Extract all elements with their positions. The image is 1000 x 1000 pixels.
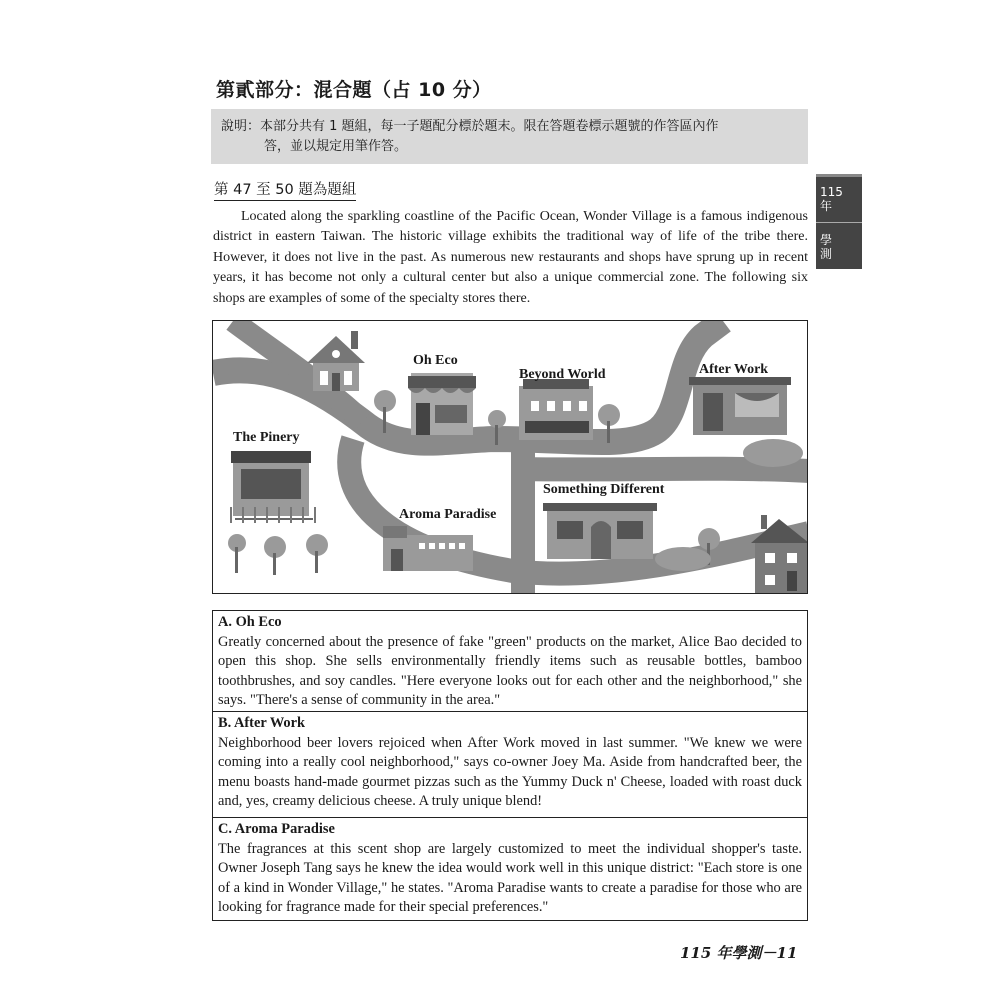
shop-text: The fragrances at this scent shop are largely customized to meet the individual shopper's taste. Owner Joseph Tang says he knew the idea would work well in this unique district: "Each store is one of a kind in Wonder Village," he states. "Aroma Paradise wants to create a paradise for those who are looking for fragrance made for their special preferences." — [218, 840, 802, 916]
shop-text: Neighborhood beer lovers rejoiced when After Work moved in last summer. "We knew we were coming into a really cool neighborhood," says co-owner Joey Ma. Aside from handcrafted beer, the menu boasts hand-made gourmet pizzas such as the Yummy Duck n' Cheese, loaded with roast duck and, yes, creamy delicious cheese. A truly unique blend! — [218, 734, 802, 810]
side-tab-year-char: 年 — [820, 199, 833, 213]
page-footer: 115 年學測－11 — [680, 944, 798, 962]
right-road — [523, 469, 808, 471]
shop-description-aroma-paradise — [212, 817, 808, 921]
side-tab-subject-1: 學 — [820, 233, 833, 247]
instruction-box — [211, 109, 808, 164]
shop-description-oh-eco — [212, 610, 808, 712]
side-tab-year: 115 — [820, 185, 843, 199]
side-tab — [816, 174, 862, 269]
map-label-after-work: After Work — [699, 362, 769, 377]
village-map — [212, 320, 808, 594]
side-tab-subject-2: 測 — [820, 247, 833, 261]
shop-the-pinery-building — [231, 451, 315, 523]
map-label-aroma-paradise: Aroma Paradise — [399, 507, 497, 522]
map-label-the-pinery: The Pinery — [233, 430, 300, 445]
map-label-beyond-world: Beyond World — [519, 367, 606, 382]
shop-heading: A. Oh Eco — [218, 614, 282, 630]
house-top-left — [307, 331, 365, 391]
section-title: 第貳部分：混合題（占 10 分） — [216, 79, 492, 101]
shop-beyond-world-building — [519, 379, 593, 440]
shop-heading: C. Aroma Paradise — [218, 821, 335, 837]
question-group-title: 第 47 至 50 題為題組 — [214, 178, 356, 201]
side-tab-divider — [816, 222, 862, 223]
map-label-oh-eco: Oh Eco — [413, 353, 458, 368]
shop-oh-eco-building — [408, 373, 476, 435]
reading-passage: Located along the sparkling coastline of the Pacific Ocean, Wonder Village is a famous indigenous district in eastern Taiwan. The historic village exhibits the traditional way of life of the tribe there. However, it does not live in the past. As numerous new restaurants and shops have sprung up in recent years, it has become not only a cultural center but also a unique commercial zone. The following six shops are examples of some of the specialty stores there. — [213, 209, 808, 306]
instruction-line-2: 答，並以規定用筆作答。 — [264, 139, 408, 154]
shop-after-work-building — [689, 377, 791, 435]
shop-something-different-building — [543, 503, 657, 559]
shop-description-after-work — [212, 711, 808, 818]
shop-text: Greatly concerned about the presence of fake "green" products on the market, Alice Bao decided to open this shop. She sells environmentally friendly items such as reusable bottles, bamboo toothbrushes, and soy candles. "Here everyone looks out for each other and the neighborhood," she says. "There's a sense of community in the area." — [218, 633, 802, 709]
shop-heading: B. After Work — [218, 715, 306, 731]
instruction-line-1: 說明：本部分共有 1 題組，每一子題配分標於題末。限在答題卷標示題號的作答區內作 — [221, 119, 719, 134]
map-label-something-different: Something Different — [543, 482, 665, 497]
shop-aroma-paradise-building — [383, 526, 473, 571]
